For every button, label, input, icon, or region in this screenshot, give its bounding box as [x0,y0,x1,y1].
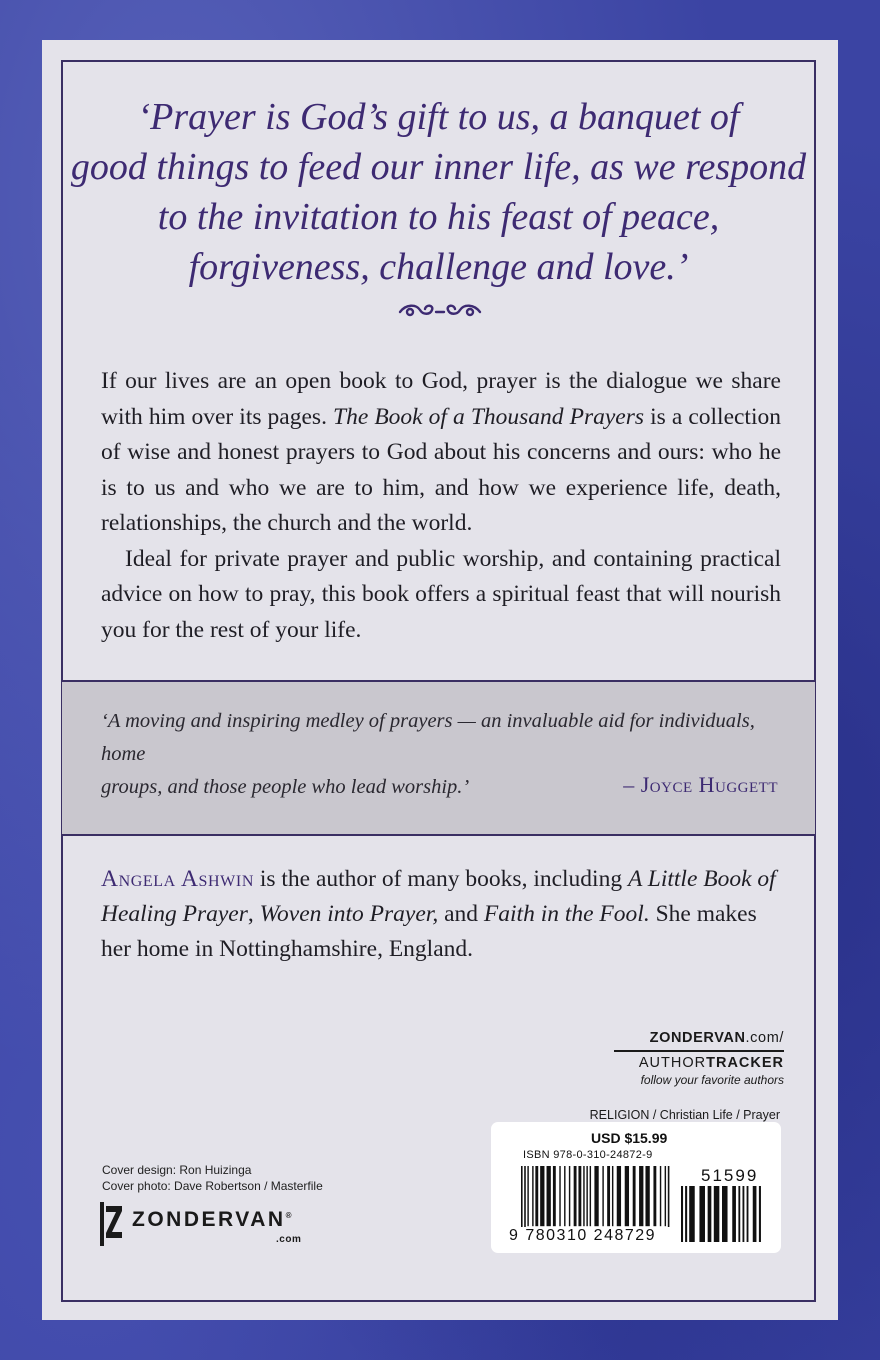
barcode-bar [668,1166,670,1236]
barcode-bar [574,1166,577,1226]
book-title: Faith in the Fool. [483,901,650,927]
book-title: A Little Book of Healing Prayer [101,866,776,927]
endorsement-line: ‘A moving and inspiring medley of prayers — an invaluable aid for individuals, home [101,710,755,765]
description-text: is a collection of wise and honest prayers to God about his concerns and ours: who he is to us and who we are to him, and how we experience life, death, relationships, the church and the world. [101,403,781,536]
barcode-bar [532,1166,533,1226]
publisher-name-text: ZONDERVAN [132,1208,286,1231]
barcode-bar [527,1166,528,1226]
tracker-site-suffix: .com/ [745,1030,784,1046]
barcode-bar [559,1166,560,1226]
bio-text: , [247,901,260,927]
barcode-bar [521,1166,523,1236]
bio-text: She makes her home in Nottinghamshire, England. [101,901,757,962]
endorsement-attribution: – Joyce Huggett [623,772,778,797]
barcode-bar [553,1166,556,1226]
publisher-name [132,1208,291,1232]
barcode-bar [699,1186,705,1242]
barcode-bar [583,1166,584,1226]
pull-quote [62,92,815,292]
bio-text: and [438,901,484,927]
tracker-site-name: ZONDERVAN [649,1030,746,1046]
description-paragraph [101,364,781,542]
barcode-bar [732,1186,736,1242]
cover-design-credit: Cover design: Ron Huizinga [102,1163,252,1177]
barcode-bar [547,1166,551,1226]
book-description [101,364,781,648]
author-name: Angela Ashwin [101,866,254,892]
author-tracker-block [614,1030,784,1087]
registered-mark: ® [285,1211,292,1220]
barcode-bar [633,1166,636,1226]
barcode-bar [759,1186,761,1242]
barcode-bar [708,1186,712,1242]
addon-barcode [681,1186,763,1242]
barcode-digits: 9 780310 248729 [507,1227,679,1245]
tracker-title [614,1055,784,1071]
tracker-site [614,1030,784,1046]
price-label: USD $15.99 [591,1130,668,1146]
barcode-bar [602,1166,603,1226]
quote-line: ‘Prayer is God’s gift to us, a banquet of [137,96,740,138]
barcode-bar [594,1166,598,1226]
author-bio [101,862,791,967]
quote-line: forgiveness, challenge and love.’ [188,246,689,288]
barcode-bar [685,1186,687,1242]
scroll-flourish-icon [398,300,482,322]
category-label: RELIGION / Christian Life / Prayer [589,1108,780,1122]
endorsement-line: groups, and those people who lead worship.’ [101,776,470,798]
quote-line: good things to feed our inner life, as we respond [70,146,807,188]
addon-digits: 51599 [701,1166,759,1185]
publisher-domain: .com [276,1234,302,1245]
isbn-label: ISBN 978-0-310-24872-9 [523,1149,653,1161]
barcode-box [491,1122,781,1253]
tracker-title-light: AUTHOR [638,1055,707,1071]
barcode-bar [612,1166,613,1226]
barcode-bar [753,1186,757,1242]
barcode-bar [617,1166,621,1226]
barcode-bar [645,1166,649,1226]
barcode-bar [578,1166,581,1226]
barcode-bar [653,1166,656,1226]
barcode-bar [722,1186,728,1242]
publisher-logo [100,1200,330,1254]
bio-text: is the author of many books, including [253,866,628,892]
barcode-bar [639,1166,643,1226]
barcode-bar [738,1186,740,1242]
author-bio-text [101,862,791,967]
barcode-bar [660,1166,661,1226]
barcode-bar [689,1186,695,1242]
book-title: Woven into Prayer, [259,901,439,927]
barcode-bar [535,1166,538,1226]
description-text: If our lives are an open book to God, prayer is the dialogue we share with him over its pages. [101,368,781,430]
barcode-bar [540,1166,544,1226]
barcode-bar [564,1166,565,1226]
barcode-bar [714,1186,720,1242]
tracker-divider [614,1050,784,1052]
cover-photo-credit: Cover photo: Dave Robertson / Masterfile [102,1179,323,1193]
barcode-bar [681,1186,683,1242]
tracker-tagline: follow your favorite authors [640,1073,784,1087]
barcode-bar [625,1166,629,1226]
quote-line: to the invitation to his feast of peace, [157,196,720,238]
book-title: The Book of a Thousand Prayers [333,403,645,430]
zondervan-z-logo-icon [100,1202,124,1246]
main-barcode [521,1166,671,1236]
barcode-bar [747,1186,749,1242]
barcode-bar [743,1186,745,1242]
cover-credits [102,1162,323,1194]
barcode-bar [590,1166,591,1226]
barcode-bar [586,1166,587,1226]
barcode-bar [569,1166,570,1226]
description-paragraph: Ideal for private prayer and public worship, and containing practical advice on how to pray, this book offers a spiritual feast that will nourish you for the rest of your life. [101,545,781,643]
barcode-bar [524,1166,526,1236]
barcode-bar [607,1166,610,1226]
barcode-bar [665,1166,666,1226]
tracker-title-bold: TRACKER [706,1055,784,1071]
